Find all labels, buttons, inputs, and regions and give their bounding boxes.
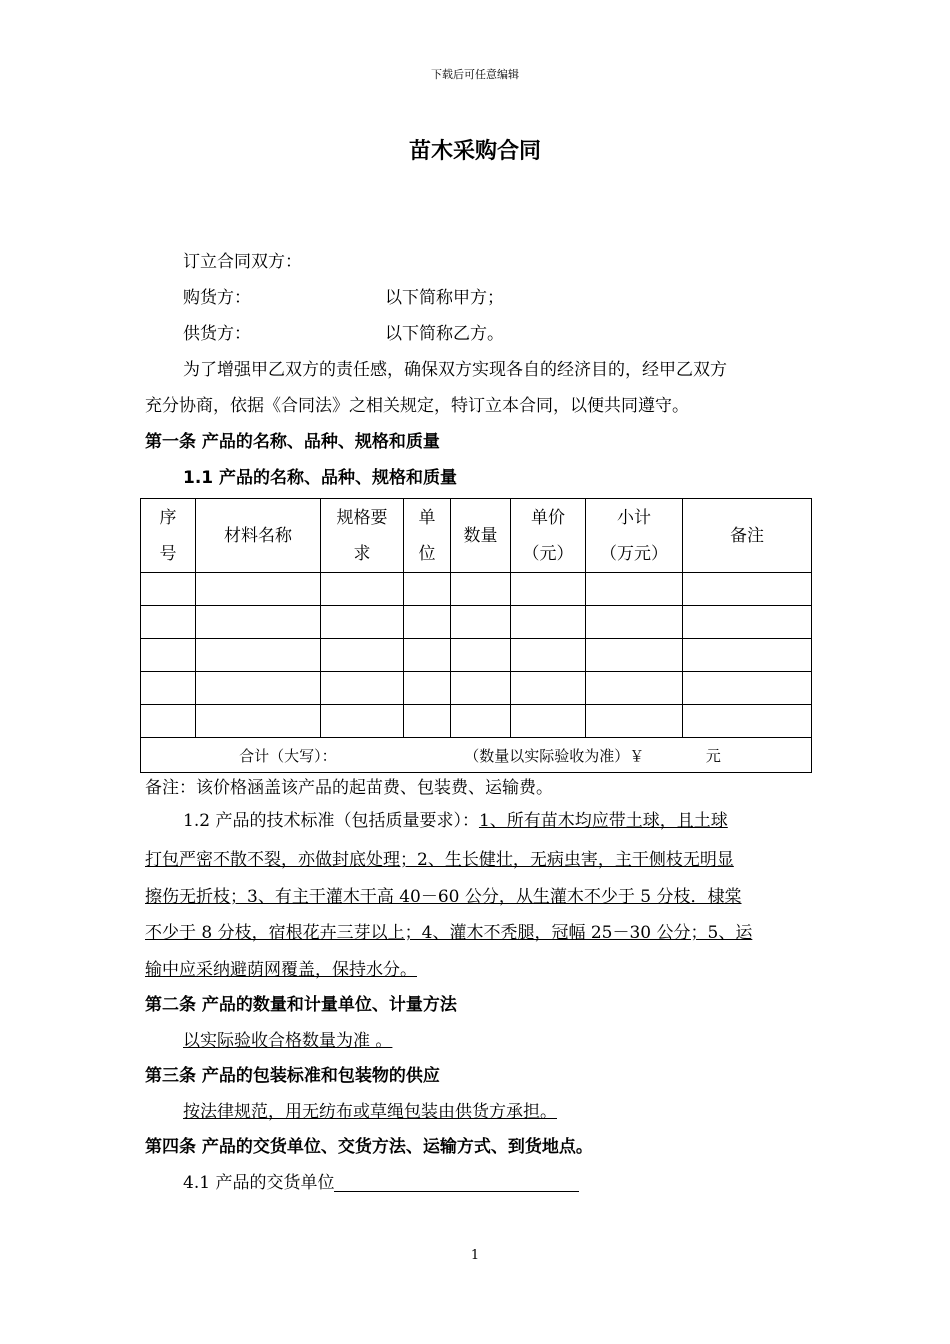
- table-cell[interactable]: [451, 705, 511, 738]
- table-cell[interactable]: [683, 672, 812, 705]
- table-cell[interactable]: [511, 606, 586, 639]
- standard-line-2: 打包严密不散不裂，亦做封底处理；2、生长健壮，无病虫害，主干侧枝无明显: [145, 850, 734, 870]
- table-row: [141, 606, 812, 639]
- buyer-note: 以下简称甲方；: [385, 288, 504, 308]
- table-cell[interactable]: [451, 606, 511, 639]
- table-cell[interactable]: [141, 705, 196, 738]
- table-cell[interactable]: [451, 573, 511, 606]
- table-cell[interactable]: [196, 672, 321, 705]
- table-cell[interactable]: [511, 705, 586, 738]
- table-cell[interactable]: [196, 606, 321, 639]
- parties-intro: 订立合同双方：: [183, 252, 302, 272]
- article-2-heading: 第二条 产品的数量和计量单位、计量方法: [145, 995, 457, 1015]
- header-note: 下载后可任意编辑: [431, 68, 519, 81]
- header-cell: 单 位: [404, 499, 451, 573]
- standard-line-4: 不少于 8 分枝，宿根花卉三芽以上；4、灌木不秃腿，冠幅 25－30 公分；5、运: [145, 923, 753, 943]
- table-cell[interactable]: [321, 606, 404, 639]
- table-cell[interactable]: [404, 639, 451, 672]
- article-3-heading: 第三条 产品的包装标准和包装物的供应: [145, 1066, 440, 1086]
- total-cell: [141, 738, 812, 773]
- product-spec-table: [140, 498, 812, 773]
- table-cell[interactable]: [404, 606, 451, 639]
- total-row: [141, 738, 812, 773]
- table-cell[interactable]: [404, 705, 451, 738]
- table-cell[interactable]: [586, 639, 683, 672]
- table-cell[interactable]: [451, 672, 511, 705]
- table-cell[interactable]: [196, 573, 321, 606]
- table-header-row: [141, 499, 812, 573]
- table-cell[interactable]: [586, 672, 683, 705]
- table-cell[interactable]: [321, 573, 404, 606]
- header-cell: 规格要 求: [321, 499, 404, 573]
- table-cell[interactable]: [511, 639, 586, 672]
- article-1-heading: 第一条 产品的名称、品种、规格和质量: [145, 432, 440, 452]
- preamble-line-2: 充分协商，依据《合同法》之相关规定，特订立本合同，以便共同遵守。: [145, 396, 689, 416]
- page-number: 1: [470, 1248, 480, 1263]
- standard-line-5: 输中应采纳避荫网覆盖，保持水分。: [145, 960, 417, 980]
- table-cell[interactable]: [141, 573, 196, 606]
- header-cell: 小计 （万元）: [586, 499, 683, 573]
- article-4-heading: 第四条 产品的交货单位、交货方法、运输方式、到货地点。: [145, 1137, 593, 1157]
- standard-line-1: [183, 803, 728, 839]
- standard-text: 1、所有苗木均应带土球，且土球: [478, 811, 728, 831]
- table-cell[interactable]: [683, 639, 812, 672]
- table-cell[interactable]: [511, 672, 586, 705]
- article-3-content: 按法律规范，用无纺布或草绳包装由供货方承担。: [183, 1102, 557, 1122]
- table-cell[interactable]: [586, 606, 683, 639]
- table-cell[interactable]: [511, 573, 586, 606]
- table-cell[interactable]: [586, 705, 683, 738]
- table-cell[interactable]: [404, 573, 451, 606]
- header-cell: 序 号: [141, 499, 196, 573]
- table-cell[interactable]: [404, 672, 451, 705]
- header-cell: 数量: [451, 499, 511, 573]
- article-1-1-heading: 1.1 产品的名称、品种、规格和质量: [183, 468, 458, 488]
- delivery-unit-blank[interactable]: [334, 1171, 579, 1192]
- table-cell[interactable]: [683, 705, 812, 738]
- table-cell[interactable]: [196, 705, 321, 738]
- table-cell[interactable]: [321, 705, 404, 738]
- article-4-1-label: 4.1 产品的交货单位: [183, 1173, 335, 1193]
- buyer-label: 购货方：: [183, 288, 251, 308]
- table-cell[interactable]: [196, 639, 321, 672]
- seller-label: 供货方：: [183, 324, 251, 344]
- table-cell[interactable]: [321, 639, 404, 672]
- standard-line-3: 擦伤无折枝；3、有主干灌木干高 40－60 公分，从生灌木不少于 5 分枝．棣棠: [145, 887, 742, 907]
- total-label: 合计（大写）：: [239, 746, 337, 765]
- table-cell[interactable]: [451, 639, 511, 672]
- header-cell: 材料名称: [196, 499, 321, 573]
- article-2-content: 以实际验收合格数量为准 。: [183, 1031, 393, 1051]
- article-4-1-line: [183, 1165, 579, 1201]
- standard-prefix: 1.2 产品的技术标准（包括质量要求）：: [183, 811, 479, 831]
- seller-line: [183, 316, 803, 352]
- table-row: [141, 639, 812, 672]
- seller-note: 以下简称乙方。: [385, 324, 504, 344]
- table-cell[interactable]: [141, 639, 196, 672]
- table-row: [141, 573, 812, 606]
- total-unit: 元: [705, 746, 721, 765]
- preamble-line-1: 为了增强甲乙双方的责任感，确保双方实现各自的经济目的，经甲乙双方: [183, 360, 727, 380]
- document-title: 苗木采购合同: [408, 139, 541, 164]
- total-note: （数量以实际验收为准）￥: [464, 746, 645, 765]
- buyer-line: [183, 280, 803, 316]
- table-cell[interactable]: [683, 606, 812, 639]
- table-cell[interactable]: [141, 606, 196, 639]
- header-cell: 单价 （元）: [511, 499, 586, 573]
- table-cell[interactable]: [683, 573, 812, 606]
- table-row: [141, 672, 812, 705]
- table-cell[interactable]: [321, 672, 404, 705]
- table-cell[interactable]: [586, 573, 683, 606]
- table-cell[interactable]: [141, 672, 196, 705]
- price-remark: 备注：该价格涵盖该产品的起苗费、包装费、运输费。: [145, 778, 553, 798]
- table-row: [141, 705, 812, 738]
- header-cell: 备注: [683, 499, 812, 573]
